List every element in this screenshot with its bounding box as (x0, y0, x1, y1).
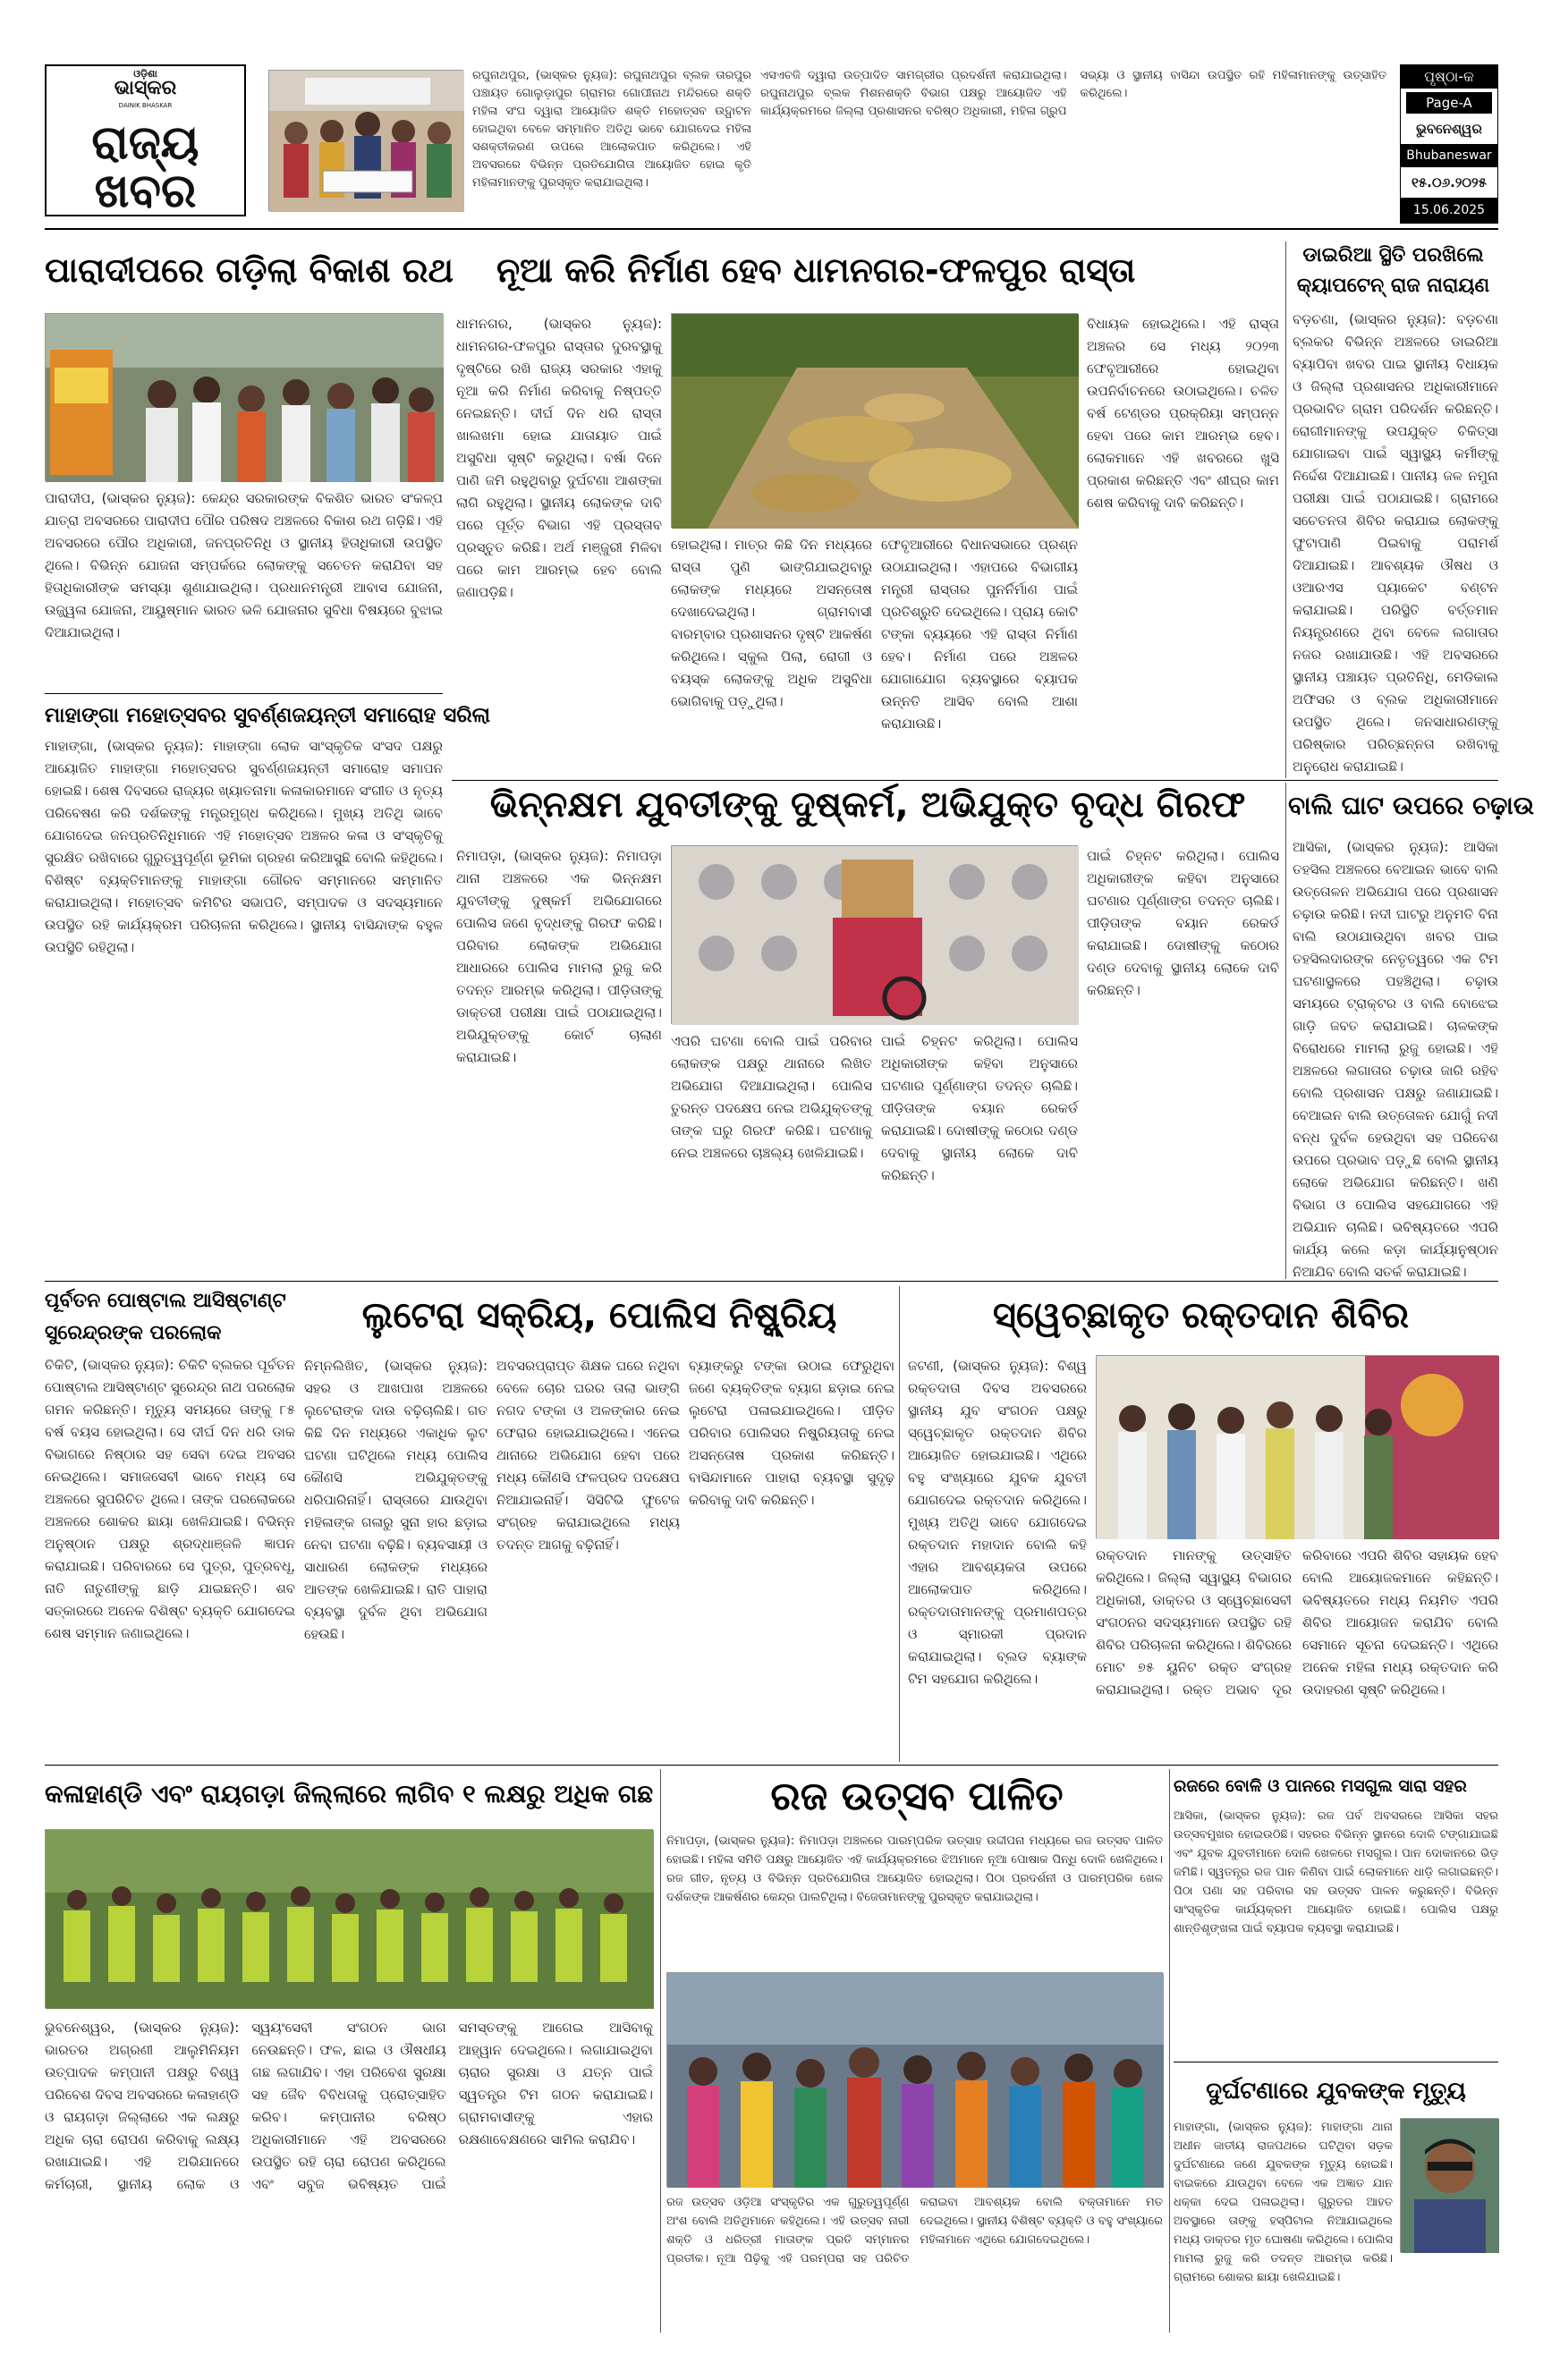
nimapada-photo-illustration (672, 846, 1079, 1025)
masthead-subtitle: DAINIK BHASKAR (118, 102, 173, 109)
nimapada-body-col2: ଏପରି ଘଟଣା ବୋଲି ପାଇଁ ପରିବାର ଲୋକଙ୍କ ପକ୍ଷରୁ ଥାନାରେ ଲିଖିତ ଅଭିଯୋଗ ଦିଆଯାଇଥିଲା। ପୋଲିସ ତୁରନ୍ତ ପଦକ୍ଷେପ ନେଇ ଅଭିଯୁକ୍ତଙ୍କୁ ତାଙ୍କ ଘରୁ ଗିରଫ କରିଛି। ଘଟଣାକୁ ନେଇ ଅଞ୍ଚଳରେ ଚାଞ୍ଚଲ୍ୟ ଖେଳିଯାଇଛି। (671, 1033, 872, 1161)
tree-plantation-headline: କଳାହାଣ୍ଡି ଏବଂ ରାୟଗଡ଼ା ଜିଲ୍ଲାରେ ଲାଗିବ ୧ ଲକ୍ଷରୁ ଅଧିକ ଗଛ (45, 1779, 654, 1808)
raja-festival-headline: ରଜ ଉତ୍ସବ ପାଳିତ (770, 1774, 1064, 1819)
blood-camp-headline: ସ୍ୱେଚ୍ଛାକୃତ ରକ୍ତଦାନ ଶିବିର (992, 1295, 1410, 1336)
masthead-paper-name: ଭାସ୍କର (114, 77, 177, 99)
dhamnagar-body-col3: ଫେବୃଆରୀରେ ବିଧାନସଭାରେ ପ୍ରଶ୍ନ ଉଠାଯାଇଥିଲା। ଏହାପରେ ବିଭାଗୀୟ ମନ୍ତ୍ରୀ ରାସ୍ତାର ପୁନର୍ନିର୍ମାଣ ପାଇଁ ପ୍ରତିଶ୍ରୁତି ଦେଇଥିଲେ। ପ୍ରାୟ କୋଟି ଟଙ୍କା ବ୍ୟୟରେ ଏହି ରାସ୍ତା ନିର୍ମାଣ ହେବ। ନିର୍ମାଣ ପରେ ଅଞ୍ଚଳର ଯୋଗାଯୋଗ ବ୍ୟବସ୍ଥାରେ ବ୍ୟାପକ ଉନ୍ନତି ଆସିବ ବୋଲି ଆଶା କରାଯାଉଛି। (881, 537, 1078, 732)
robbers-headline: ଲୁଟେରା ସକ୍ରିୟ, ପୋଲିସ ନିଷ୍କ୍ରିୟ (361, 1295, 837, 1336)
date-english: 15.06.2025 (1401, 198, 1497, 223)
masthead-rule (45, 228, 1498, 230)
masthead-title-line1: ରାଜ୍ୟ (91, 116, 199, 170)
masthead-title-line2: ଖବର (94, 165, 197, 218)
dhamnagar-road-photo-illustration (672, 314, 1079, 529)
page-info-box (1400, 64, 1498, 224)
accident-headline: ଦୁର୍ଘଟଣାରେ ଯୁବକଙ୍କ ମୃତ୍ୟୁ (1206, 2078, 1466, 2105)
paradip-photo-illustration (46, 314, 444, 482)
paradip-body: ପାରାଦୀପ, (ଭାସ୍କର ନ୍ୟୁଜ): କେନ୍ଦ୍ର ସରକାରଙ୍କ ବିକଶିତ ଭାରତ ସଂକଳ୍ପ ଯାତ୍ରା ଅବସରରେ ପାରାଦୀପ ପୌର ପରିଷଦ ଅଞ୍ଚଳରେ ବିକାଶ ରଥ ଗଡ଼ିଛି। ଏହି ଅବସରରେ ପୌର ଅଧିକାରୀ, ଜନପ୍ରତିନିଧି ଓ ସ୍ଥାନୀୟ ହିତାଧିକାରୀ ଉପସ୍ଥିତ ଥିଲେ। ବିଭିନ୍ନ ଯୋଜନା ସମ୍ପର୍କରେ ଲୋକଙ୍କୁ ସଚେତନ କରାଯିବା ସହ ହିତାଧିକାରୀଙ୍କ ସମସ୍ୟା ଶୁଣାଯାଇଥିଲା। ପ୍ରଧାନମନ୍ତ୍ରୀ ଆବାସ ଯୋଜନା, ଉଜ୍ଜ୍ୱଳା ଯୋଜନା, ଆୟୁଷ୍ମାନ ଭାରତ ଭଳି ଯୋଜନାର ସୁବିଧା ବିଷୟରେ ବୁଝାଇ ଦିଆଯାଇଥିଲା। (45, 490, 443, 640)
mahanga-body: ମାହାଙ୍ଗା, (ଭାସ୍କର ନ୍ୟୁଜ): ମାହାଙ୍ଗା ଲୋକ ସାଂସ୍କୃତିକ ସଂସଦ ପକ୍ଷରୁ ଆୟୋଜିତ ମାହାଙ୍ଗା ମହୋତ୍ସବର ସୁବର୍ଣ୍ଣଜୟନ୍ତୀ ସମାରୋହ ସମାପନ ହୋଇଛି। ଶେଷ ଦିବସରେ ରାଜ୍ୟର ଖ୍ୟାତନାମା କଳାକାରମାନେ ସଂଗୀତ ଓ ନୃତ୍ୟ ପରିବେଷଣ କରି ଦର୍ଶକଙ୍କୁ ମନ୍ତ୍ରମୁଗ୍ଧ କରିଥିଲେ। ମୁଖ୍ୟ ଅତିଥି ଭାବେ ଯୋଗଦେଇ ଜନପ୍ରତିନିଧିମାନେ ଏହି ମହୋତ୍ସବ ଅଞ୍ଚଳର କଳା ଓ ସଂସ୍କୃତିକୁ ସୁରକ୍ଷିତ ରଖିବାରେ ଗୁରୁତ୍ୱପୂର୍ଣ୍ଣ ଭୂମିକା ଗ୍ରହଣ କରିଆସୁଛି ବୋଲି କହିଥିଲେ। ବିଶିଷ୍ଟ ବ୍ୟକ୍ତିମାନଙ୍କୁ ମାହାଙ୍ଗା ଗୌରବ ସମ୍ମାନରେ ସମ୍ମାନିତ କରାଯାଇଥିଲା। ମହୋତ୍ସବ କମିଟିର ସଭାପତି, ସମ୍ପାଦକ ଓ ସଦସ୍ୟମାନେ ଉପସ୍ଥିତ ରହି କାର୍ଯ୍ୟକ୍ରମ ପରିଚାଳନା କରିଥିଲେ। ସ୍ଥାନୀୟ ବାସିନ୍ଦାଙ୍କ ବହୁଳ ଉପସ୍ଥିତି ରହିଥିଲା। (45, 738, 443, 955)
dhamnagar-body-col4: ବିଧାୟକ ହୋଇଥିଲେ। ଏହି ରାସ୍ତା ଅଞ୍ଚଳର ସେ ମଧ୍ୟ ୨୦୨୩ ଫେବୃଆରୀରେ ହୋଇଥିବା ଉପନିର୍ବାଚନରେ ଉଠାଇଥିଲେ। ଚଳିତ ବର୍ଷ ଟେଣ୍ଡର ପ୍ରକ୍ରିୟା ସମ୍ପନ୍ନ ହେବା ପରେ କାମ ଆରମ୍ଭ ହେବ। ଲୋକମାନେ ଏହି ଖବରରେ ଖୁସି ପ୍ରକାଶ କରିଛନ୍ତି ଏବଂ ଶୀଘ୍ର କାମ ଶେଷ କରିବାକୁ ଦାବି କରିଛନ୍ତି। (1087, 316, 1279, 511)
nimapada-body-col1: ନିମାପଡ଼ା, (ଭାସ୍କର ନ୍ୟୁଜ): ନିମାପଡ଼ା ଥାନା ଅଞ୍ଚଳରେ ଏକ ଭିନ୍ନକ୍ଷମ ଯୁବତୀଙ୍କୁ ଦୁଷ୍କର୍ମ ଅଭିଯୋଗରେ ପୋଲିସ ଜଣେ ବୃଦ୍ଧଙ୍କୁ ଗିରଫ କରିଛି। ପରିବାର ଲୋକଙ୍କ ଅଭିଯୋଗ ଆଧାରରେ ପୋଲିସ ମାମଲା ରୁଜୁ କରି ତଦନ୍ତ ଆରମ୍ଭ କରିଥିଲା। ପୀଡ଼ିତାଙ୍କୁ ଡାକ୍ତରୀ ପରୀକ୍ଷା ପାଇଁ ପଠାଯାଇଥିଲା। ଅଭିଯୁକ୍ତଙ୍କୁ କୋର୍ଟ ଚାଲାଣ କରାଯାଇଛି। (456, 848, 662, 1065)
sand-raid-headline: ବାଲି ଘାଟ ଉପରେ ଚଢ଼ାଉ (1288, 791, 1535, 820)
sidebar3-divider (1169, 1769, 1170, 2333)
blood-camp-photo (1096, 1355, 1498, 1538)
raja-betel-body: ଆସିକା, (ଭାସ୍କର ନ୍ୟୁଜ): ରଜ ପର୍ବ ଅବସରରେ ଆସିକା ସହର ଉତ୍ସବମୁଖର ହୋଇଉଠିଛି। ସହରର ବିଭିନ୍ନ ସ୍ଥାନରେ ଦୋଳି ଟଙ୍ଗାଯାଇଛି ଏବଂ ଯୁବକ ଯୁବତୀମାନେ ଦୋଳି ଖେଳରେ ମସଗୁଲ। ପାନ ଦୋକାନରେ ଭିଡ଼ ଜମିଛି। ସ୍ୱତନ୍ତ୍ର ରଜ ପାନ କିଣିବା ପାଇଁ ଲୋକମାନେ ଧାଡ଼ି ଲଗାଇଛନ୍ତି। ପିଠା ପଣା ସହ ପରିବାର ସହ ଉତ୍ସବ ପାଳନ କରୁଛନ୍ତି। ବିଭିନ୍ନ ସାଂସ୍କୃତିକ କାର୍ଯ୍ୟକ୍ରମ ଆୟୋଜିତ ହୋଇଛି। ପୋଲିସ ପକ୍ଷରୁ ଶାନ୍ତିଶୃଙ୍ଖଳା ପାଇଁ ବ୍ୟାପକ ବ୍ୟବସ୍ଥା କରାଯାଇଛି। (1174, 1809, 1498, 1935)
raja-festival-body-bottom: ରଜ ଉତ୍ସବ ଓଡ଼ିଆ ସଂସ୍କୃତିର ଏକ ଗୁରୁତ୍ୱପୂର୍ଣ୍ଣ ଅଂଶ ବୋଲି ଅତିଥିମାନେ କହିଥିଲେ। ଏହି ଉତ୍ସବ ନାରୀ ଶକ୍ତି ଓ ଧରିତ୍ରୀ ମାତାଙ୍କ ପ୍ରତି ସମ୍ମାନର ପ୍ରତୀକ। ନୂଆ ପିଢ଼ିକୁ ଏହି ପରମ୍ପରା ସହ ପରିଚିତ କରାଇବା ଆବଶ୍ୟକ ବୋଲି ବକ୍ତାମାନେ ମତ ଦେଇଥିଲେ। ସ୍ଥାନୀୟ ବିଶିଷ୍ଟ ବ୍ୟକ୍ତି ଓ ବହୁ ସଂଖ୍ୟାରେ ମହିଳାମାନେ ଏଥିରେ ଯୋଗଦେଇଥିଲେ। (666, 2196, 1163, 2266)
diarrhoea-headline-line2: କ୍ୟାପଟେନ୍ ରାଜ ନାରାୟଣ (1296, 275, 1490, 297)
top-story-photo (268, 70, 463, 211)
dhamnagar-road-photo (671, 313, 1078, 528)
mahanga-headline: ମାହାଙ୍ଗା ମହୋତ୍ସବର ସୁବର୍ଣ୍ଣଜୟନ୍ତୀ ସମାରୋହ ସରିଲା (45, 704, 491, 727)
accident-victim-photo (1400, 2118, 1498, 2252)
raja-divider (660, 1769, 661, 2333)
blood-divider (899, 1286, 900, 1762)
masthead (45, 64, 246, 216)
top-story-photo-illustration (269, 71, 464, 212)
accident-body: ମାହାଙ୍ଗା, (ଭାସ୍କର ନ୍ୟୁଜ): ମାହାଙ୍ଗା ଥାନା ଅଧୀନ ଜାତୀୟ ରାଜପଥରେ ଘଟିଥିବା ସଡ଼କ ଦୁର୍ଘଟଣାରେ ଜଣେ ଯୁବକଙ୍କ ମୃତ୍ୟୁ ହୋଇଛି। ବାଇକରେ ଯାଉଥିବା ବେଳେ ଏକ ଅଜ୍ଞାତ ଯାନ ଧକ୍କା ଦେଇ ପଳାଇଥିଲା। ଗୁରୁତର ଆହତ ଅବସ୍ଥାରେ ତାଙ୍କୁ ହସ୍ପିଟାଲ ନିଆଯାଇଥିଲେ ମଧ୍ୟ ଡାକ୍ତର ମୃତ ଘୋଷଣା କରିଥିଲେ। ପୋଲିସ ମାମଲା ରୁଜୁ କରି ତଦନ୍ତ ଆରମ୍ଭ କରିଛି। ଗ୍ରାମରେ ଶୋକର ଛାୟା ଖେଳିଯାଇଛି। (1174, 2121, 1393, 2284)
raja-betel-headline: ରଜରେ ବୋଳି ଓ ପାନରେ ମସଗୁଲ ସାରା ସହର (1174, 1776, 1467, 1796)
postal-headline-line1: ପୂର୍ବତନ ପୋଷ୍ଟାଲ ଆସିଷ୍ଟାଣ୍ଟ (45, 1290, 286, 1312)
postal-headline-line2: ସୁରେନ୍ଦ୍ରଙ୍କ ପରଲୋକ (45, 1322, 222, 1344)
row2-bottom-rule (45, 1281, 1498, 1282)
diarrhoea-body: ବଡ଼ଚଣା, (ଭାସ୍କର ନ୍ୟୁଜ): ବଡ଼ଚଣା ବ୍ଲକର ବିଭିନ୍ନ ଅଞ୍ଚଳରେ ଡାଇରିଆ ବ୍ୟାପିବା ଖବର ପାଇ ସ୍ଥାନୀୟ ବିଧାୟକ ଓ ଜିଲ୍ଲା ପ୍ରଶାସନର ଅଧିକାରୀମାନେ ପ୍ରଭାବିତ ଗ୍ରାମ ପରିଦର୍ଶନ କରିଛନ୍ତି। ରୋଗୀମାନଙ୍କୁ ଉପଯୁକ୍ତ ଚିକିତ୍ସା ଯୋଗାଇବା ପାଇଁ ସ୍ୱାସ୍ଥ୍ୟ କର୍ମୀଙ୍କୁ ନିର୍ଦ୍ଦେଶ ଦିଆଯାଇଛି। ପାନୀୟ ଜଳ ନମୁନା ପରୀକ୍ଷା ପାଇଁ ପଠାଯାଇଛି। ଗ୍ରାମରେ ସଚେତନତା ଶିବିର କରାଯାଇ ଲୋକଙ୍କୁ ଫୁଟାପାଣି ପିଇବାକୁ ପରାମର୍ଶ ଦିଆଯାଇଛି। ଆବଶ୍ୟକ ଔଷଧ ଓ ଓଆରଏସ ପ୍ୟାକେଟ ବଣ୍ଟନ କରାଯାଇଛି। ପରିସ୍ଥିତି ବର୍ତ୍ତମାନ ନିୟନ୍ତ୍ରଣରେ ଥିବା ବେଳେ ଲଗାତାର ନଜର ରଖାଯାଉଛି। ଏହି ଅବସରରେ ସ୍ଥାନୀୟ ପଞ୍ଚାୟତ ପ୍ରତିନିଧି, ମେଡିକାଲ ଅଫିସର ଓ ବ୍ଲକ ଅଧିକାରୀମାନେ ଉପସ୍ଥିତ ଥିଲେ। ଜନସାଧାରଣଙ୍କୁ ପରିଷ୍କାର ପରିଚ୍ଛନ୍ନତା ରଖିବାକୁ ଅନୁରୋଧ କରାଯାଇଛି। (1293, 311, 1498, 775)
robbers-body-col3: ବ୍ୟାଙ୍କରୁ ଟଙ୍କା ଉଠାଇ ଫେରୁଥିବା ଜଣେ ବ୍ୟକ୍ତିଙ୍କ ବ୍ୟାଗ ଛଡ଼ାଇ ନେଇ ଲୁଟେରା ପଳାଇଯାଇଥିଲେ। ପୀଡ଼ିତ ପରିବାର ପୋଲିସର ନିଷ୍କ୍ରିୟତାକୁ ନେଇ ଅସନ୍ତୋଷ ପ୍ରକାଶ କରିଛନ୍ତି। ବାସିନ୍ଦାମାନେ ପାହାରା ବ୍ୟବସ୍ଥା ସୁଦୃଢ଼ କରିବାକୁ ଦାବି କରିଛନ୍ତି। (689, 1358, 894, 1508)
robbers-body-col1: ନିମ୍ନଲିଖିତ, (ଭାସ୍କର ନ୍ୟୁଜ): ସହର ଓ ଆଖପାଖ ଅଞ୍ଚଳରେ ଲୁଟେରାଙ୍କ ଦାଉ ବଢ଼ିଚାଲିଛି। ଗତ କିଛି ଦିନ ମଧ୍ୟରେ ଏକାଧିକ ଲୁଟ ଘଟଣା ଘଟିଥିଲେ ମଧ୍ୟ ପୋଲିସ କୌଣସି ଅଭିଯୁକ୍ତଙ୍କୁ ଧରିପାରିନାହିଁ। ରାସ୍ତାରେ ଯାଉଥିବା ମହିଳାଙ୍କ ଗଳାରୁ ସୁନା ହାର ଛଡ଼ାଇ ନେବା ଘଟଣା ବଢ଼ିଛି। ବ୍ୟବସାୟୀ ଓ ସାଧାରଣ ଲୋକଙ୍କ ମଧ୍ୟରେ ଆତଙ୍କ ଖେଳିଯାଇଛି। ରାତି ପାହାରା ବ୍ୟବସ୍ଥା ଦୁର୍ବଳ ଥିବା ଅଭିଯୋଗ ହେଉଛି। (304, 1358, 487, 1642)
nimapada-body-col3: ପାଇଁ ଚିହ୍ନଟ କରିଥିଲା। ପୋଲିସ ଅଧିକାରୀଙ୍କ କହିବା ଅନୁସାରେ ଘଟଣାର ପୂର୍ଣ୍ଣାଙ୍ଗ ତଦନ୍ତ ଚାଲିଛି। ପୀଡ଼ିତାଙ୍କ ବୟାନ ରେକର୍ଡ କରାଯାଇଛି। ଦୋଷୀଙ୍କୁ କଠୋର ଦଣ୍ଡ ଦେବାକୁ ସ୍ଥାନୀୟ ଲୋକେ ଦାବି କରିଛନ୍ତି। (881, 1033, 1078, 1183)
tree-plantation-photo (45, 1829, 653, 2008)
city-english: Bhubaneswar (1401, 144, 1497, 167)
top-story-col1: ରଘୁନାଥପୁର, (ଭାସ୍କର ନ୍ୟୁଜ): ରଘୁନାଥପୁର ବ୍ଲକ ତାରପୁର ପଞ୍ଚାୟତ ଗୋଲୁଡ଼ାପୁର ଗ୍ରାମର ଗୋପୀନାଥ ମନ୍ଦିରରେ ଶକ୍ତି ମହିଳା ସଂଘ ଦ୍ୱାରା ଆୟୋଜିତ ଶକ୍ତି ମହୋତ୍ସବ ଉଦ୍ଘାଟନ ହୋଇଥିବା ବେଳେ ସମ୍ମାନିତ ଅତିଥି ଭାବେ ଯୋଗଦେଇ ମହିଳା ସଶକ୍ତୀକରଣ ଉପରେ ଆଲୋକପାତ କରିଥିଲେ। ଏହି ଅବସରରେ ବିଭିନ୍ନ ପ୍ରତିଯୋଗିତା ଆୟୋଜିତ ହୋଇ କୃତି ମହିଳାମାନଙ୍କୁ ପୁରସ୍କୃତ କରାଯାଇଥିଲା। (472, 69, 751, 190)
raja-festival-photo-illustration (667, 1973, 1164, 2188)
paradip-photo (45, 313, 443, 481)
nimapada-photo (671, 845, 1078, 1024)
robbers-body-col2: ଅବସରପ୍ରାପ୍ତ ଶିକ୍ଷକ ଘରେ ନଥିବା ବେଳେ ଚୋର ଘରର ତାଲା ଭାଙ୍ଗି ନଗଦ ଟଙ୍କା ଓ ଅଳଙ୍କାର ନେଇ ଫେରାର ହୋଇଯାଇଥିଲେ। ଏନେଇ ଥାନାରେ ଅଭିଯୋଗ ହେବା ପରେ ମଧ୍ୟ କୌଣସି ଫଳପ୍ରଦ ପଦକ୍ଷେପ ନିଆଯାଇନାହିଁ। ସିସିଟିଭି ଫୁଟେଜ ସଂଗ୍ରହ କରାଯାଇଥିଲେ ମଧ୍ୟ ତଦନ୍ତ ଆଗକୁ ବଢ଼ିନାହିଁ। (496, 1358, 680, 1553)
postal-body: ଚିକିଟି, (ଭାସ୍କର ନ୍ୟୁଜ): ଚିକିଟି ବ୍ଲକର ପୂର୍ବତନ ପୋଷ୍ଟାଲ ଆସିଷ୍ଟାଣ୍ଟ ସୁରେନ୍ଦ୍ର ନାଥ ପରଲୋକ ଗମନ କରିଛନ୍ତି। ମୃତ୍ୟୁ ସମୟରେ ତାଙ୍କୁ ୮୫ ବର୍ଷ ବୟସ ହୋଇଥିଲା। ସେ ଦୀର୍ଘ ଦିନ ଧରି ଡାକ ବିଭାଗରେ ନିଷ୍ଠାର ସହ ସେବା ଦେଇ ଅବସର ନେଇଥିଲେ। ସମାଜସେବୀ ଭାବେ ମଧ୍ୟ ସେ ଅଞ୍ଚଳରେ ସୁପରିଚିତ ଥିଲେ। ତାଙ୍କ ପରଲୋକରେ ଅଞ୍ଚଳରେ ଶୋକର ଛାୟା ଖେଳିଯାଇଛି। ବିଭିନ୍ନ ଅନୁଷ୍ଠାନ ପକ୍ଷରୁ ଶ୍ରଦ୍ଧାଞ୍ଜଳି ଜ୍ଞାପନ କରାଯାଇଛି। ପରିବାରରେ ସେ ପୁତ୍ର, ପୁତ୍ରବଧୂ, ନାତି ନାତୁଣୀଙ୍କୁ ଛାଡ଼ି ଯାଇଛନ୍ତି। ଶବ ସତ୍କାରରେ ଅନେକ ବିଶିଷ୍ଟ ବ୍ୟକ୍ତି ଯୋଗଦେଇ ଶେଷ ସମ୍ମାନ ଜଣାଇଥିଲେ। (45, 1357, 295, 1641)
dhamnagar-headline: ନୂଆ କରି ନିର୍ମାଣ ହେବ ଧାମନଗର-ଫଳପୁର ରାସ୍ତା (496, 250, 1136, 290)
diarrhoea-headline-line1: ଡାଇରିଆ ସ୍ଥିତି ପରଖିଲେ (1302, 244, 1484, 267)
nimapada-headline: ଭିନ୍ନକ୍ଷମ ଯୁବତୀଙ୍କୁ ଦୁଷ୍କର୍ମ, ଅଭିଯୁକ୍ତ ବୃଦ୍ଧ ଗିରଫ (489, 784, 1246, 826)
blood-camp-body-col2: ରକ୍ତଦାନ ମାନଙ୍କୁ ଉତ୍ସାହିତ କରିଥିଲେ। ଜିଲ୍ଲା ସ୍ୱାସ୍ଥ୍ୟ ବିଭାଗର ଅଧିକାରୀ, ଡାକ୍ତର ଓ ସ୍ୱେଚ୍ଛାସେବୀ ସଂଗଠନର ସଦସ୍ୟମାନେ ଉପସ୍ଥିତ ରହି ଶିବିର ପରିଚାଳନା କରିଥିଲେ। ଶିବିରରେ ମୋଟ ୭୫ ୟୁନିଟ ରକ୍ତ ସଂଗ୍ରହ କରାଯାଇଥିଲା। ରକ୍ତ ଅଭାବ ଦୂର କରିବାରେ ଏପରି ଶିବିର ସହାୟକ ହେବ ବୋଲି ଆୟୋଜକମାନେ କହିଛନ୍ତି। ଭବିଷ୍ୟତରେ ମଧ୍ୟ ନିୟମିତ ଏପରି ଶିବିର ଆୟୋଜନ କରାଯିବ ବୋଲି ସେମାନେ ସୂଚନା ଦେଇଛନ୍ତି। ଏଥିରେ ଅନେକ ମହିଳା ମଧ୍ୟ ରକ୍ତଦାନ କରି ଉଦାହରଣ ସୃଷ୍ଟି କରିଥିଲେ। (1096, 1547, 1498, 1698)
raja-festival-body-top: ନିମାପଡ଼ା, (ଭାସ୍କର ନ୍ୟୁଜ): ନିମାପଡ଼ା ଅଞ୍ଚଳରେ ପାରମ୍ପରିକ ଉତ୍ସାହ ଉଦ୍ଦୀପନା ମଧ୍ୟରେ ରଜ ଉତ୍ସବ ପାଳିତ ହୋଇଛି। ମହିଳା ସମିତି ପକ୍ଷରୁ ଆୟୋଜିତ ଏହି କାର୍ଯ୍ୟକ୍ରମରେ ଝିଅମାନେ ନୂଆ ପୋଷାକ ପିନ୍ଧି ଦୋଳି ଖେଳିଥିଲେ। ରଜ ଗୀତ, ନୃତ୍ୟ ଓ ବିଭିନ୍ନ ପ୍ରତିଯୋଗିତା ଆୟୋଜିତ ହୋଇଥିଲା। ପିଠା ପ୍ରଦର୍ଶନୀ ଓ ପାରମ୍ପରିକ ଖେଳ ଦର୍ଶକଙ୍କ ଆକର୍ଷଣର କେନ୍ଦ୍ର ପାଲଟିଥିଲା। ବିଜେତାମାନଙ୍କୁ ପୁରସ୍କୃତ କରାଯାଇଥିଲା। (666, 1834, 1163, 1904)
paradip-headline: ପାରାଦୀପରେ ଗଡ଼ିଲା ବିକାଶ ରଥ (45, 250, 454, 290)
nimapada-body-col4: ପାଇଁ ଚିହ୍ନଟ କରିଥିଲା। ପୋଲିସ ଅଧିକାରୀଙ୍କ କହିବା ଅନୁସାରେ ଘଟଣାର ପୂର୍ଣ୍ଣାଙ୍ଗ ତଦନ୍ତ ଚାଲିଛି। ପୀଡ଼ିତାଙ୍କ ବୟାନ ରେକର୍ଡ କରାଯାଇଛି। ଦୋଷୀଙ୍କୁ କଠୋର ଦଣ୍ଡ ଦେବାକୁ ସ୍ଥାନୀୟ ଲୋକେ ଦାବି କରିଛନ୍ତି। (1087, 848, 1279, 998)
blood-camp-body-col1: ଜଟଣୀ, (ଭାସ୍କର ନ୍ୟୁଜ): ବିଶ୍ୱ ରକ୍ତଦାତା ଦିବସ ଅବସରରେ ସ୍ଥାନୀୟ ଯୁବ ସଂଗଠନ ପକ୍ଷରୁ ସ୍ୱେଚ୍ଛାକୃତ ରକ୍ତଦାନ ଶିବିର ଆୟୋଜିତ ହୋଇଯାଇଛି। ଏଥିରେ ବହୁ ସଂଖ୍ୟାରେ ଯୁବକ ଯୁବତୀ ଯୋଗଦେଇ ରକ୍ତଦାନ କରିଥିଲେ। ମୁଖ୍ୟ ଅତିଥି ଭାବେ ଯୋଗଦେଇ ରକ୍ତଦାନ ମହାଦାନ ବୋଲି କହି ଏହାର ଆବଶ୍ୟକତା ଉପରେ ଆଲୋକପାତ କରିଥିଲେ। ରକ୍ତଦାତାମାନଙ୍କୁ ପ୍ରମାଣପତ୍ର ଓ ସ୍ମାରକୀ ପ୍ରଦାନ କରାଯାଇଥିଲା। ବ୍ଲଡ ବ୍ୟାଙ୍କ ଟିମ ସହଯୋଗ କରିଥିଲେ। (908, 1358, 1087, 1687)
sidebar2-divider (1285, 783, 1286, 1279)
sidebar1-divider (1285, 241, 1286, 778)
top-story-col2: ଏସଏଚଜି ଦ୍ୱାରା ଉତ୍ପାଦିତ ସାମଗ୍ରୀର ପ୍ରଦର୍ଶନୀ କରାଯାଇଥିଲା। ରଘୁନାଥପୁର ବ୍ଲକ ମିଶନଶକ୍ତି ବିଭାଗ ପକ୍ଷରୁ ଆୟୋଜିତ ଏହି କାର୍ଯ୍ୟକ୍ରମରେ ଜିଲ୍ଲା ପ୍ରଶାସନର ବରିଷ୍ଠ ଅଧିକାରୀ, ମହିଳା ଗ୍ରୁପ ସଭ୍ୟା ଓ ସ୍ଥାନୀୟ ବାସିନ୍ଦା ଉପସ୍ଥିତ ରହି ମହିଳାମାନଙ୍କୁ ଉତ୍ସାହିତ କରିଥିଲେ। (760, 69, 1386, 118)
dhamnagar-body-col2: ହୋଇଥିଲା। ମାତ୍ର କିଛି ଦିନ ମଧ୍ୟରେ ରାସ୍ତା ପୁଣି ଭାଙ୍ଗିଯାଇଥିବାରୁ ଲୋକଙ୍କ ମଧ୍ୟରେ ଅସନ୍ତୋଷ ଦେଖାଦେଇଥିଲା। ଗ୍ରାମବାସୀ ବାରମ୍ବାର ପ୍ରଶାସନର ଦୃଷ୍ଟି ଆକର୍ଷଣ କରିଥିଲେ। ସ୍କୁଲ ପିଲା, ରୋଗୀ ଓ ବୟସ୍କ ଲୋକଙ୍କୁ ଅଧିକ ଅସୁବିଧା ଭୋଗିବାକୁ ପଡ଼ୁଥିଲା। (671, 537, 872, 709)
tree-plantation-photo-illustration (46, 1830, 654, 2009)
raja-festival-photo (666, 1972, 1163, 2187)
mahanga-rule (45, 693, 443, 694)
date-odia: ୧୫.୦୬.୨୦୨୫ (1411, 174, 1487, 191)
page-number-english: Page-A (1406, 92, 1492, 114)
dhamnagar-body-col1: ଧାମନଗର, (ଭାସ୍କର ନ୍ୟୁଜ): ଧାମନଗର-ଫଳପୁର ରାସ୍ତାର ଦୁରବସ୍ଥାକୁ ଦୃଷ୍ଟିରେ ରଖି ରାଜ୍ୟ ସରକାର ଏହାକୁ ନୂଆ କରି ନିର୍ମାଣ କରିବାକୁ ନିଷ୍ପତ୍ତି ନେଇଛନ୍ତି। ଦୀର୍ଘ ଦିନ ଧରି ରାସ୍ତା ଖାଲଖମା ହୋଇ ଯାତାୟାତ ପାଇଁ ଅସୁବିଧା ସୃଷ୍ଟି କରୁଥିଲା। ବର୍ଷା ଦିନେ ପାଣି ଜମି ରହୁଥିବାରୁ ଦୁର୍ଘଟଣା ଆଶଙ୍କା ଲାଗି ରହୁଥିଲା। ସ୍ଥାନୀୟ ଲୋକଙ୍କ ଦାବି ପରେ ପୂର୍ତ୍ତ ବିଭାଗ ଏହି ପ୍ରସ୍ତାବ ପ୍ରସ୍ତୁତ କରିଛି। ଅର୍ଥ ମଞ୍ଜୁରୀ ମିଳିବା ପରେ କାମ ଆରମ୍ଭ ହେବ ବୋଲି ଜଣାପଡ଼ିଛି। (456, 316, 662, 600)
accident-victim-photo-illustration (1401, 2119, 1499, 2253)
row3-bottom-rule (45, 1765, 1498, 1766)
blood-camp-photo-illustration (1097, 1356, 1499, 1539)
tree-plantation-body: ଭୁବନେଶ୍ୱର, (ଭାସ୍କର ନ୍ୟୁଜ): ଭାରତର ଅଗ୍ରଣୀ ଆଲୁମିନିୟମ ଉତ୍ପାଦକ କମ୍ପାନୀ ପକ୍ଷରୁ ବିଶ୍ୱ ପରିବେଶ ଦିବସ ଅବସରରେ କଳାହାଣ୍ଡି ଓ ରାୟଗଡ଼ା ଜିଲ୍ଲାରେ ଏକ ଲକ୍ଷରୁ ଅଧିକ ଚାରା ରୋପଣ କରିବାକୁ ଲକ୍ଷ୍ୟ ରଖାଯାଇଛି। ଏହି ଅଭିଯାନରେ କର୍ମଚାରୀ, ସ୍ଥାନୀୟ ଲୋକ ଓ ସ୍ୱୟଂସେବୀ ସଂଗଠନ ଭାଗ ନେଉଛନ୍ତି। ଫଳ, ଛାଇ ଓ ଔଷଧୀୟ ଗଛ ଲଗାଯିବ। ଏହା ପରିବେଶ ସୁରକ୍ଷା ସହ ଜୈବ ବିବିଧତାକୁ ପ୍ରୋତ୍ସାହିତ କରିବ। କମ୍ପାନୀର ବରିଷ୍ଠ ଅଧିକାରୀମାନେ ଏହି ଅବସରରେ ଉପସ୍ଥିତ ରହି ଚାରା ରୋପଣ କରିଥିଲେ ଏବଂ ସବୁଜ ଭବିଷ୍ୟତ ପାଇଁ ସମସ୍ତଙ୍କୁ ଆଗେଇ ଆସିବାକୁ ଆହ୍ୱାନ ଦେଇଥିଲେ। ଲଗାଯାଇଥିବା ଚାରାର ସୁରକ୍ଷା ଓ ଯତ୍ନ ପାଇଁ ସ୍ୱତନ୍ତ୍ର ଟିମ ଗଠନ କରାଯାଇଛି। ଗ୍ରାମବାସୀଙ୍କୁ ଏହାର ରକ୍ଷଣାବେକ୍ଷଣରେ ସାମିଲ କରାଯିବ। (45, 2020, 653, 2192)
sand-raid-body: ଆସିକା, (ଭାସ୍କର ନ୍ୟୁଜ): ଆସିକା ତହସିଲ ଅଞ୍ଚଳରେ ବେଆଇନ ଭାବେ ବାଲି ଉତ୍ତୋଳନ ଅଭିଯୋଗ ପରେ ପ୍ରଶାସନ ଚଢ଼ାଉ କରିଛି। ନଦୀ ଘାଟରୁ ଅନୁମତି ବିନା ବାଲି ଉଠାଯାଉଥିବା ଖବର ପାଇ ତହସିଲଦାରଙ୍କ ନେତୃତ୍ୱରେ ଏକ ଟିମ ଘଟଣାସ୍ଥଳରେ ପହଞ୍ଚିଥିଲା। ଚଢ଼ାଉ ସମୟରେ ଟ୍ରାକ୍ଟର ଓ ବାଲି ବୋଝେଇ ଗାଡ଼ି ଜବତ କରାଯାଇଛି। ଚାଳକଙ୍କ ବିରୋଧରେ ମାମଲା ରୁଜୁ ହୋଇଛି। ଏହି ଅଞ୍ଚଳରେ ଲଗାତାର ଚଢ଼ାଉ ଜାରି ରହିବ ବୋଲି ପ୍ରଶାସନ ପକ୍ଷରୁ ଜଣାଯାଇଛି। ବେଆଇନ ବାଲି ଉତ୍ତୋଳନ ଯୋଗୁଁ ନଦୀ ବନ୍ଧ ଦୁର୍ବଳ ହେଉଥିବା ସହ ପରିବେଶ ଉପରେ ପ୍ରଭାବ ପଡ଼ୁଛି ବୋଲି ସ୍ଥାନୀୟ ଲୋକେ ଅଭିଯୋଗ କରିଛନ୍ତି। ଖଣି ବିଭାଗ ଓ ପୋଲିସ ସହଯୋଗରେ ଏହି ଅଭିଯାନ ଚାଲିଛି। ଭବିଷ୍ୟତରେ ଏପରି କାର୍ଯ୍ୟ କଲେ କଡ଼ା କାର୍ଯ୍ୟାନୁଷ୍ଠାନ ନିଆଯିବ ବୋଲି ସତର୍କ କରାଯାଇଛି। (1293, 839, 1498, 1280)
city-odia: ଭୁବନେଶ୍ୱର (1416, 121, 1482, 137)
page-number-odia: ପୃଷ୍ଠା-କ (1401, 65, 1497, 89)
masthead-small-label: ଓଡ଼ିଶା (133, 68, 157, 80)
